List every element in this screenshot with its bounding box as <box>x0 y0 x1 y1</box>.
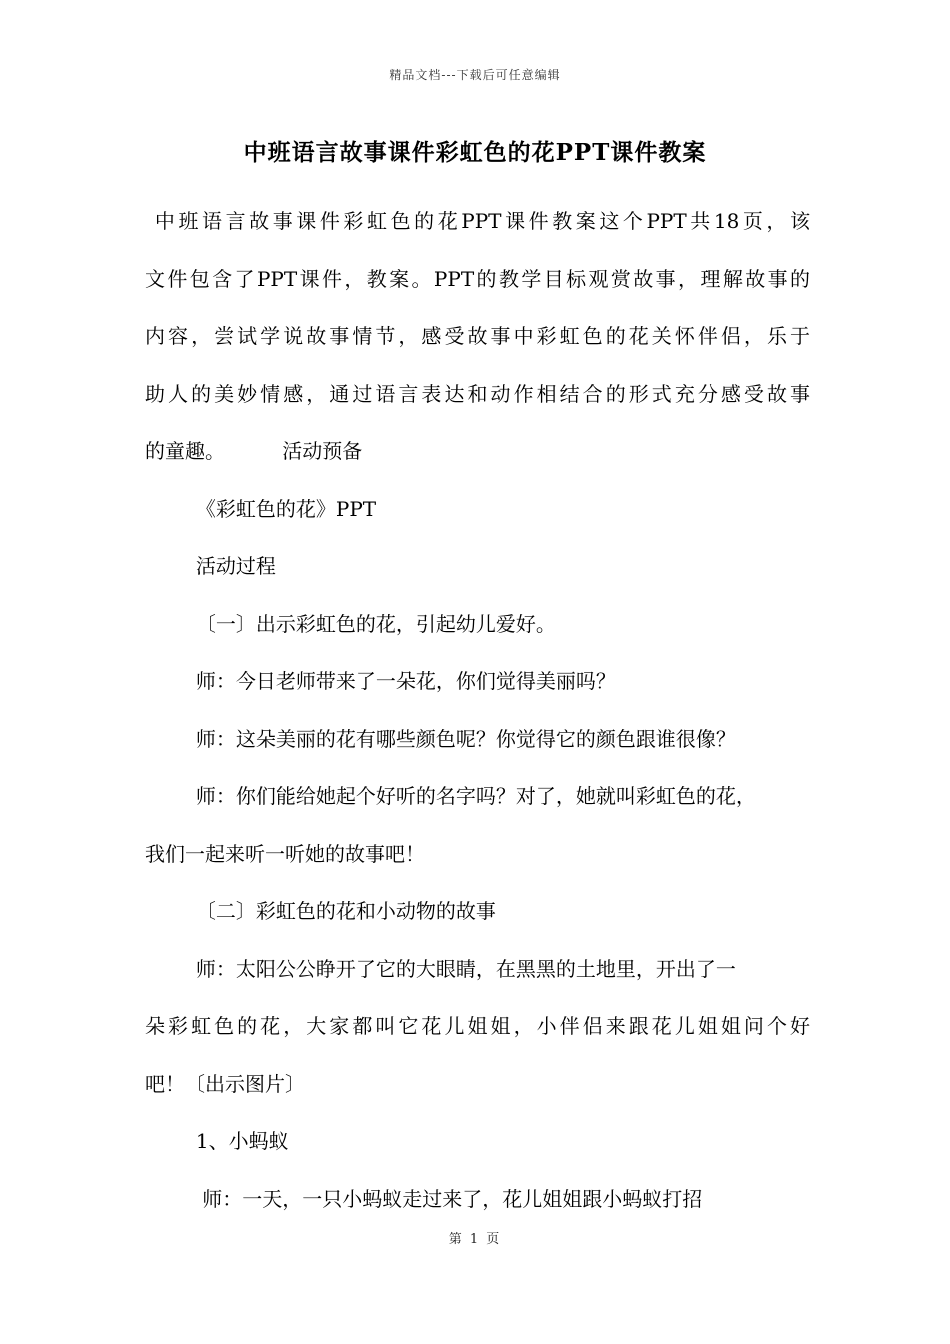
document-title: 中班语言故事课件彩虹色的花PPT课件教案 <box>243 139 707 166</box>
page-number: 第 1 页 <box>448 1232 502 1247</box>
body-line: 我们一起来听一听她的故事吧！ <box>145 841 425 866</box>
body-line: 1、小蚂蚁 <box>145 1129 289 1153</box>
body-line: 师：一天，一只小蚂蚁走过来了，花儿姐姐跟小蚂蚁打招 <box>145 1186 703 1211</box>
body-line: 吧！〔出示图片〕 <box>145 1071 305 1096</box>
body-line: 师：你们能给她起个好听的名字吗？对了，她就叫彩虹色的花， <box>145 784 756 808</box>
body-line: 文件包含了PPT课件，教案。PPT的教学目标观赏故事，理解故事的 <box>145 266 810 291</box>
body-line: 师：太阳公公睁开了它的大眼睛，在黑黑的土地里，开出了一 <box>145 956 736 981</box>
body-line: 内容，尝试学说故事情节，感受故事中彩虹色的花关怀伴侣，乐于 <box>145 324 810 348</box>
body-line: 中班语言故事课件彩虹色的花PPT课件教案这个PPT共18页，该 <box>145 209 810 233</box>
body-line: 的童趣。 活动预备 <box>145 439 363 463</box>
body-line: 朵彩虹色的花，大家都叫它花儿姐姐，小伴侣来跟花儿姐姐问个好 <box>145 1014 810 1038</box>
body-line: 活动过程 <box>145 554 276 578</box>
body-line: 师：今日老师带来了一朵花，你们觉得美丽吗？ <box>145 669 616 693</box>
body-line: 《彩虹色的花》PPT <box>145 496 377 521</box>
document-body <box>145 193 810 1228</box>
page-header: 精品文档---下载后可任意编辑 <box>389 68 561 82</box>
body-line: 师：这朵美丽的花有哪些颜色呢？你觉得它的颜色跟谁很像？ <box>145 726 736 751</box>
body-line: 助人的美妙情感，通过语言表达和动作相结合的形式充分感受故事 <box>145 381 810 406</box>
body-line: 〔二〕彩虹色的花和小动物的故事 <box>145 899 496 923</box>
body-line: 〔一〕出示彩虹色的花，引起幼儿爱好。 <box>145 611 556 636</box>
